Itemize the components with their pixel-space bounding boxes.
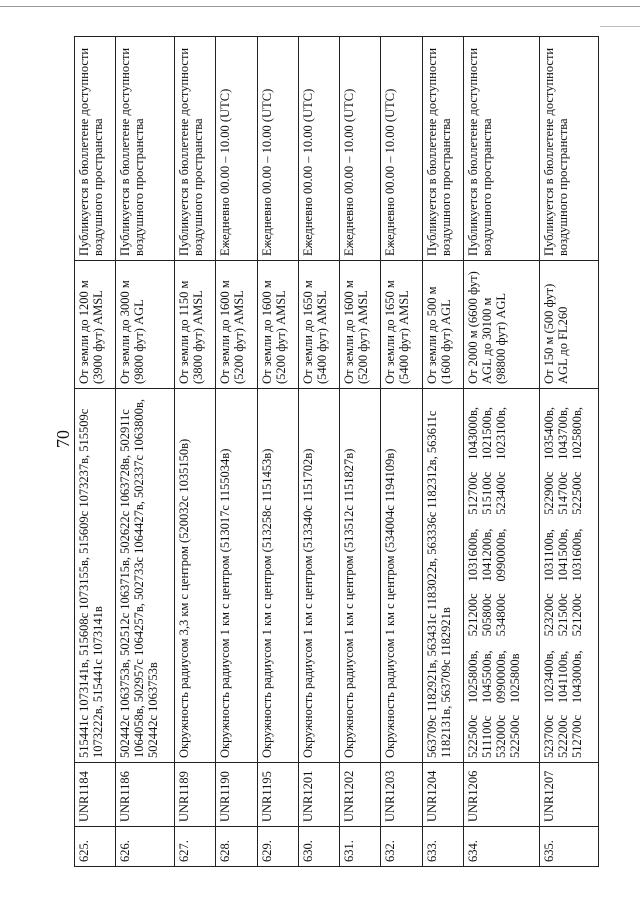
coordinate-value: 522500с bbox=[465, 714, 480, 758]
coordinate-line bbox=[570, 393, 584, 758]
table-row bbox=[116, 37, 175, 867]
table-row bbox=[463, 37, 539, 867]
coordinate-value bbox=[508, 515, 522, 582]
zone-boundary bbox=[463, 389, 539, 763]
coordinate-value bbox=[508, 460, 522, 515]
zone-code: UNR1186 bbox=[116, 763, 175, 827]
coordinate-value: 1031600в, bbox=[570, 528, 585, 582]
coordinate-value bbox=[508, 393, 522, 460]
coordinate-value: 534800с bbox=[493, 593, 508, 637]
zone-code: UNR1189 bbox=[175, 763, 216, 827]
table-row bbox=[540, 37, 599, 867]
activity-schedule: Публикуется в бюллетене доступности воздушного пространства bbox=[463, 37, 539, 261]
altitude-limits: От земли до 1600 м (5200 фут) AMSL bbox=[216, 261, 257, 389]
coordinate-value: 1043700в, bbox=[556, 407, 571, 460]
coordinate-value: 1041500в, bbox=[556, 528, 571, 582]
activity-schedule: Публикуется в бюллетене доступности воздушного пространства bbox=[422, 37, 463, 261]
zone-code: UNR1202 bbox=[340, 763, 381, 827]
altitude-limits: От земли до 3000 м (9800 фут) AGL bbox=[116, 261, 175, 389]
table-row bbox=[175, 37, 216, 867]
activity-schedule: Ежедневно 00.00 – 10.00 (UTC) bbox=[340, 37, 381, 261]
activity-schedule: Ежедневно 00.00 – 10.00 (UTC) bbox=[216, 37, 257, 261]
row-number: 630. bbox=[298, 827, 339, 867]
zone-boundary: Окружность радиусом 1 км с центром (513258с 1151453в) bbox=[257, 389, 298, 763]
zone-boundary: Окружность радиусом 1 км с центром (534004с 1194109в) bbox=[381, 389, 422, 763]
altitude-limits: От 150 м (500 фут) AGL до FL260 bbox=[540, 261, 599, 389]
coordinate-line bbox=[494, 393, 508, 758]
zone-code: UNR1190 bbox=[216, 763, 257, 827]
table-row bbox=[298, 37, 339, 867]
coordinate-value: 1043000в, bbox=[465, 407, 480, 460]
activity-schedule: Ежедневно 00.00 – 10.00 (UTC) bbox=[381, 37, 422, 261]
zone-boundary: 563709с 1182921в, 563431с 1183022в, 563336с 1182312в, 563611с 1182131в, 563709с 1182921в bbox=[422, 389, 463, 763]
coordinate-value: 1023400в, bbox=[542, 650, 557, 704]
coordinate-value: 512700с bbox=[570, 714, 585, 758]
table-row bbox=[257, 37, 298, 867]
coordinate-value: 1025800в bbox=[507, 653, 522, 704]
zone-code: UNR1207 bbox=[540, 763, 599, 827]
row-number: 626. bbox=[116, 827, 175, 867]
coordinate-grid bbox=[542, 393, 584, 758]
rotated-table-container bbox=[74, 37, 599, 867]
zone-boundary: Окружность радиусом 1 км с центром (513017с 1155034в) bbox=[216, 389, 257, 763]
coordinate-value: 1031600в, bbox=[465, 528, 480, 582]
coordinate-value: 1043000в, bbox=[570, 650, 585, 704]
altitude-limits: От земли до 1650 м (5400 фут) AMSL bbox=[298, 261, 339, 389]
zone-boundary: Окружность радиусом 1 км с центром (513512с 1151827в) bbox=[340, 389, 381, 763]
coordinate-value: 0990000в, bbox=[493, 650, 508, 704]
activity-schedule: Ежедневно 00.00 – 10.00 (UTC) bbox=[257, 37, 298, 261]
altitude-limits: От земли до 1200 м (3900 фут) AMSL bbox=[75, 261, 116, 389]
row-number: 634. bbox=[463, 827, 539, 867]
altitude-limits: От земли до 1150 м (3800 фут) AMSL bbox=[175, 261, 216, 389]
row-number: 628. bbox=[216, 827, 257, 867]
coordinate-value: 511100с bbox=[479, 715, 494, 758]
coordinate-value: 521500с bbox=[556, 593, 571, 637]
table-row bbox=[75, 37, 116, 867]
activity-schedule: Публикуется в бюллетене доступности воздушного пространства bbox=[175, 37, 216, 261]
top-rule-short bbox=[600, 26, 640, 27]
coordinate-value: 523200с bbox=[542, 593, 557, 637]
coordinate-value: 522500с bbox=[570, 471, 585, 515]
row-number: 625. bbox=[75, 827, 116, 867]
coordinate-line bbox=[508, 393, 522, 758]
coordinate-value: 512700с bbox=[465, 471, 480, 515]
coordinate-value: 521200с bbox=[465, 593, 480, 637]
coordinate-value: 505800с bbox=[479, 593, 494, 637]
zone-code: UNR1203 bbox=[381, 763, 422, 827]
coordinate-value: 522900с bbox=[542, 471, 557, 515]
coordinate-line bbox=[542, 393, 556, 758]
coordinate-value: 1025800в, bbox=[465, 650, 480, 704]
activity-schedule: Публикуется в бюллетене доступности воздушного пространства bbox=[75, 37, 116, 261]
zone-code: UNR1206 bbox=[463, 763, 539, 827]
table-row bbox=[340, 37, 381, 867]
row-number: 632. bbox=[381, 827, 422, 867]
row-number: 629. bbox=[257, 827, 298, 867]
table-row bbox=[216, 37, 257, 867]
activity-schedule: Публикуется в бюллетене доступности воздушного пространства bbox=[540, 37, 599, 261]
altitude-limits: От земли до 500 м (1600 фут) AGL bbox=[422, 261, 463, 389]
top-rule bbox=[0, 6, 640, 7]
coordinate-value: 523700с bbox=[542, 714, 557, 758]
coordinate-value: 0990000в, bbox=[493, 528, 508, 582]
zone-boundary: 502442с 1063753в, 502512с 1063715в, 502622с 1063728в, 502911с 1064058в, 502957с 1064257в, 502733с 1064427в, 502337с 1063800в, 502442с 1063753в bbox=[116, 389, 175, 763]
zone-code: UNR1195 bbox=[257, 763, 298, 827]
coordinate-value: 1041100в, bbox=[556, 650, 571, 704]
zone-boundary: 515441с 1073141в, 515608с 1073155в, 515609с 1073237в, 515509с 1073222в, 515441с 1073141в bbox=[75, 389, 116, 763]
coordinate-value: 1025800в, bbox=[570, 407, 585, 460]
coordinate-value: 1035400в, bbox=[542, 407, 557, 460]
altitude-limits: От 2000 м (6600 фут) AGL до 30100 м (98800 фут) AGL bbox=[463, 261, 539, 389]
zone-boundary bbox=[540, 389, 599, 763]
airspace-table bbox=[74, 36, 599, 867]
coordinate-value: 1021500в, bbox=[479, 407, 494, 460]
zone-code: UNR1184 bbox=[75, 763, 116, 827]
table-row bbox=[422, 37, 463, 867]
coordinate-value: 514700с bbox=[556, 471, 571, 515]
coordinate-value: 1045500в, bbox=[479, 650, 494, 704]
zone-code: UNR1204 bbox=[422, 763, 463, 827]
coordinate-line bbox=[556, 393, 570, 758]
coordinate-value: 532000с bbox=[493, 714, 508, 758]
coordinate-value: 522500с bbox=[507, 714, 522, 758]
altitude-limits: От земли до 1600 м (5200 фут) AMSL bbox=[257, 261, 298, 389]
coordinate-value: 521200с bbox=[570, 593, 585, 637]
coordinate-value: 1031100в, bbox=[542, 529, 557, 582]
coordinate-value: 515100с bbox=[479, 471, 494, 515]
coordinate-line bbox=[480, 393, 494, 758]
coordinate-value: 1041200в, bbox=[479, 528, 494, 582]
coordinate-value: 522200с bbox=[556, 714, 571, 758]
page-number: 70 bbox=[53, 430, 73, 448]
altitude-limits: От земли до 1600 м (5200 фут) AMSL bbox=[340, 261, 381, 389]
table-row bbox=[381, 37, 422, 867]
row-number: 635. bbox=[540, 827, 599, 867]
zone-boundary: Окружность радиусом 1 км с центром (513340с 1151702в) bbox=[298, 389, 339, 763]
row-number: 627. bbox=[175, 827, 216, 867]
zone-boundary: Окружность радиусом 3,3 км с центром (520032с 1035150в) bbox=[175, 389, 216, 763]
coordinate-value: 523400с bbox=[493, 471, 508, 515]
coordinate-value bbox=[508, 581, 522, 636]
coordinate-value: 1023100в, bbox=[493, 407, 508, 460]
row-number: 633. bbox=[422, 827, 463, 867]
zone-code: UNR1201 bbox=[298, 763, 339, 827]
activity-schedule: Публикуется в бюллетене доступности воздушного пространства bbox=[116, 37, 175, 261]
row-number: 631. bbox=[340, 827, 381, 867]
coordinate-line bbox=[466, 393, 480, 758]
altitude-limits: От земли до 1650 м (5400 фут) AMSL bbox=[381, 261, 422, 389]
coordinate-grid bbox=[466, 393, 522, 758]
activity-schedule: Ежедневно 00.00 – 10.00 (UTC) bbox=[298, 37, 339, 261]
